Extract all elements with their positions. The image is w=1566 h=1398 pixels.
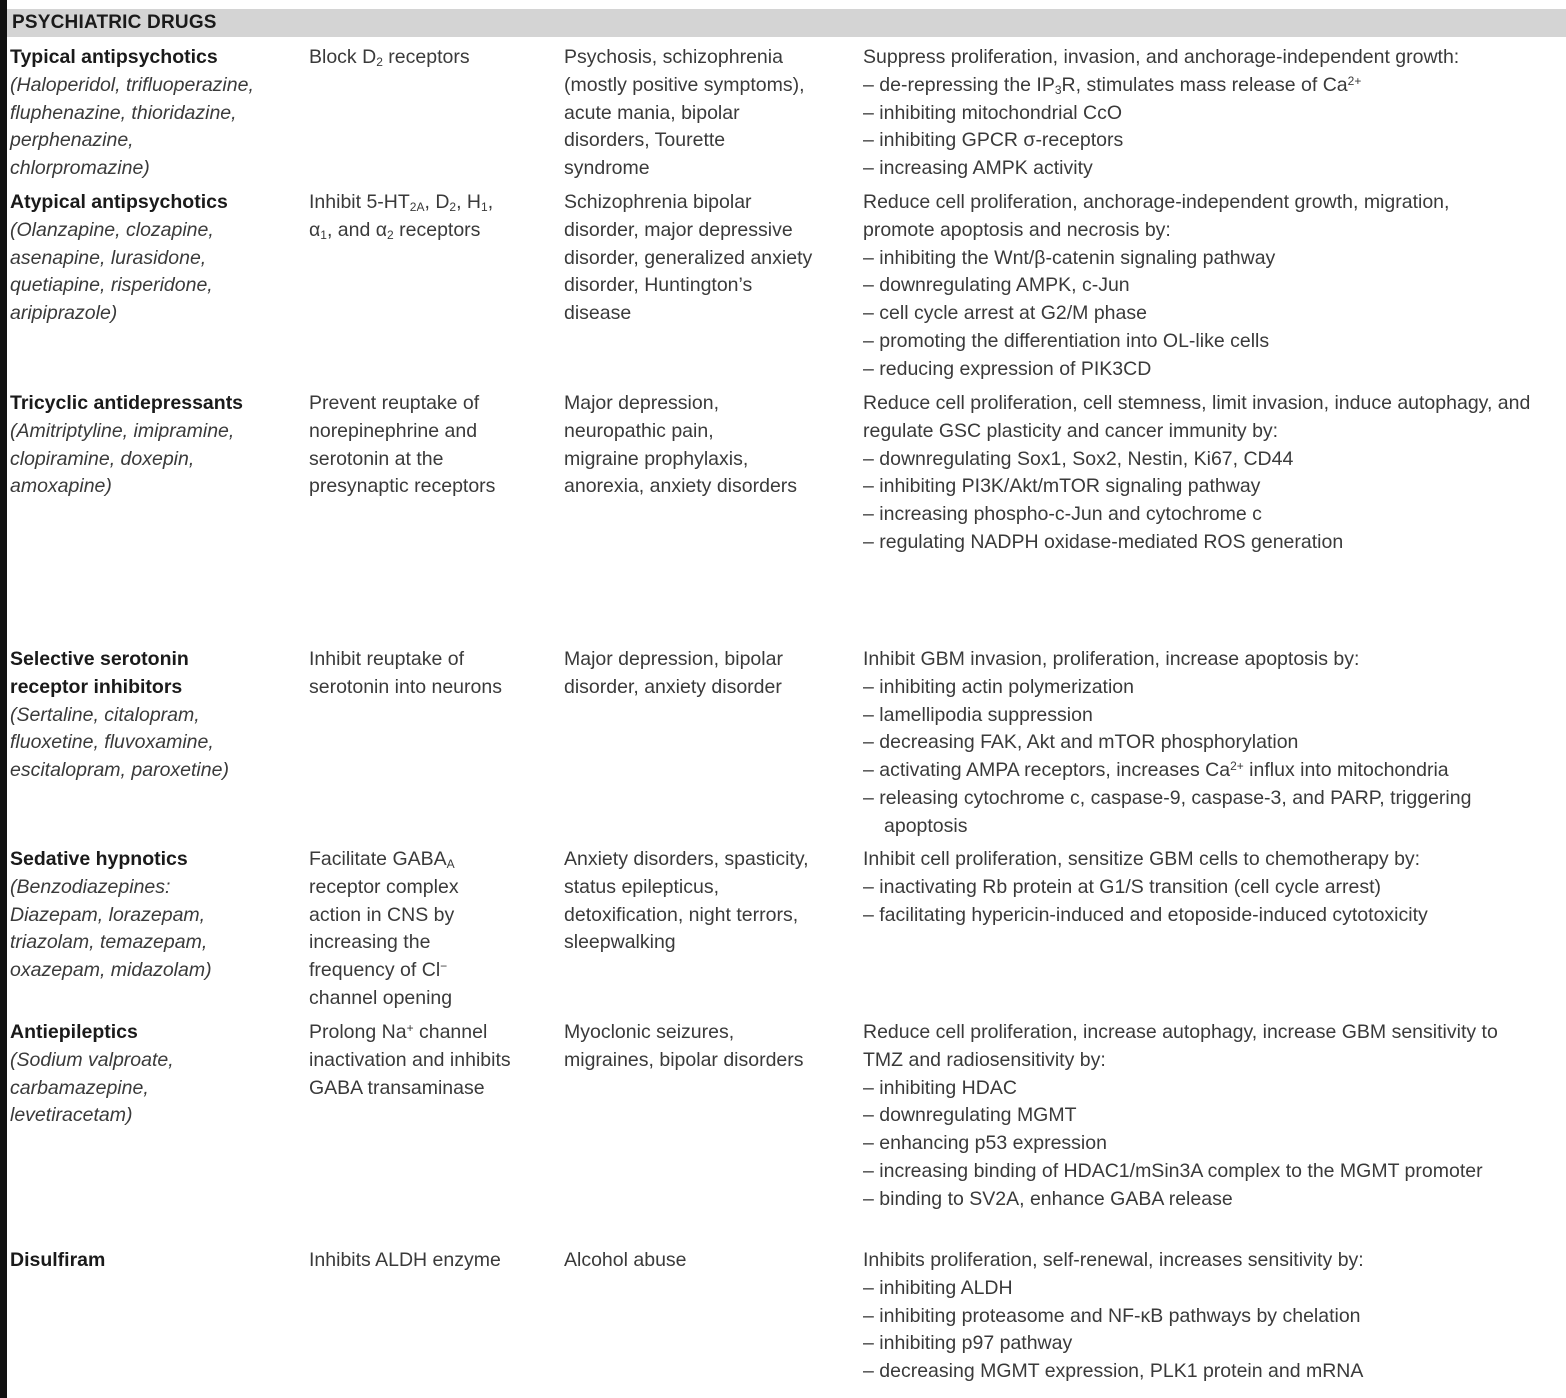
anticancer-effect-cell: [863, 646, 1471, 841]
indication-cell: [564, 1247, 687, 1275]
effect-intro: Inhibit cell proliferation, sensitize GBM cells to chemotherapy by:: [863, 848, 1421, 870]
mechanism-item: – reducing expression of PIK3CD: [863, 357, 1152, 380]
mechanism-item: – downregulating MGMT: [863, 1104, 1077, 1127]
mechanism-of-action-cell: [309, 646, 502, 702]
drug-examples: levetiracetam): [10, 1104, 133, 1127]
mechanism-item: – inhibiting mitochondrial CcO: [863, 101, 1123, 124]
anticancer-effect-cell: [863, 846, 1428, 929]
effect-intro: Suppress proliferation, invasion, and anchorage-independent growth:: [863, 46, 1460, 68]
mechanism-item: – lamellipodia suppression: [863, 703, 1093, 726]
action-text: presynaptic receptors: [309, 475, 496, 498]
action-text: Prolong Na+ channel: [309, 1021, 488, 1043]
action-text: serotonin into neurons: [309, 675, 502, 698]
drug-class-name: Antiepileptics: [10, 1021, 138, 1043]
mechanism-item: – decreasing MGMT expression, PLK1 protein and mRNA: [863, 1360, 1364, 1383]
indication-text: detoxification, night terrors,: [564, 903, 799, 926]
action-text: Prevent reuptake of: [309, 392, 480, 414]
mechanism-item: – inhibiting ALDH: [863, 1276, 1013, 1299]
drug-class-name: Disulfiram: [10, 1249, 106, 1271]
action-text: action in CNS by: [309, 903, 455, 926]
indication-text: disorder, generalized anxiety: [564, 246, 813, 269]
effect-intro: Reduce cell proliferation, cell stemness, limit invasion, induce autophagy, and: [863, 392, 1531, 414]
mechanism-item: – facilitating hypericin-induced and etoposide-induced cytotoxicity: [863, 903, 1428, 926]
mechanism-of-action-cell: [309, 390, 495, 501]
indication-text: migraine prophylaxis,: [564, 447, 749, 470]
drug-class-cell: [10, 1019, 174, 1130]
drug-examples: chlorpromazine): [10, 157, 150, 180]
drug-examples: (Amitriptyline, imipramine,: [10, 419, 235, 442]
drug-examples: (Olanzapine, clozapine,: [10, 218, 214, 241]
mechanism-item: – inhibiting HDAC: [863, 1076, 1017, 1099]
mechanism-item: – de-repressing the $IP_3R$, stimulates mass release of $Ca^{2+}$: [863, 73, 1362, 97]
action-text: Inhibit $5-HT_{2A}$, $D_2$, $H_1$,: [309, 191, 494, 214]
drug-examples: carbamazepine,: [10, 1076, 149, 1099]
action-text: Block $D_2$ receptors: [309, 46, 470, 69]
drug-examples: oxazepam, midazolam): [10, 959, 212, 982]
mechanism-item: – downregulating AMPK, c-Jun: [863, 274, 1130, 297]
action-text: increasing the: [309, 931, 431, 954]
mechanism-item: – releasing cytochrome c, caspase-9, caspase-3, and PARP, triggering apoptosis: [863, 786, 1472, 837]
drug-examples: fluoxetine, fluvoxamine,: [10, 731, 214, 754]
left-edge-bar: [0, 0, 7, 1398]
drug-class-cell: [10, 646, 229, 785]
action-text: Inhibit reuptake of: [309, 648, 465, 670]
drug-examples: amoxapine): [10, 475, 112, 498]
mechanism-item: – increasing AMPK activity: [863, 157, 1093, 180]
drug-class-cell: [10, 189, 228, 328]
effect-intro: promote apoptosis and necrosis by:: [863, 218, 1171, 241]
indication-text: syndrome: [564, 157, 650, 180]
mechanism-of-action-cell: [309, 44, 470, 72]
mechanism-item: – decreasing FAK, Akt and mTOR phosphorylation: [863, 731, 1299, 754]
drug-examples: (Sodium valproate,: [10, 1048, 174, 1071]
table-header-title: PSYCHIATRIC DRUGS: [12, 12, 217, 33]
drug-class-name: Typical antipsychotics: [10, 46, 218, 68]
effect-intro: Inhibit GBM invasion, proliferation, increase apoptosis by:: [863, 648, 1360, 670]
drug-examples: (Sertaline, citalopram,: [10, 703, 200, 726]
indication-text: Myoclonic seizures,: [564, 1021, 735, 1043]
drug-class-name: Selective serotonin: [10, 648, 189, 670]
indication-text: disorder, anxiety disorder: [564, 675, 782, 698]
drug-class-name: Atypical antipsychotics: [10, 191, 228, 213]
mechanism-item: – cell cycle arrest at G2/M phase: [863, 302, 1147, 325]
action-text: serotonin at the: [309, 447, 444, 470]
mechanism-item: – inhibiting proteasome and NF-κB pathways by chelation: [863, 1304, 1361, 1327]
action-text: $\alpha_1$, and $\alpha_2$ receptors: [309, 218, 481, 242]
action-text: inactivation and inhibits: [309, 1048, 511, 1071]
mechanism-item: – inhibiting p97 pathway: [863, 1332, 1073, 1355]
drug-class-cell: [10, 846, 212, 985]
drug-examples: triazolam, temazepam,: [10, 931, 208, 954]
mechanism-of-action-cell: [309, 1247, 501, 1275]
anticancer-effect-cell: [863, 1247, 1364, 1386]
indication-text: neuropathic pain,: [564, 419, 714, 442]
anticancer-effect-cell: [863, 44, 1459, 183]
indication-text: (mostly positive symptoms),: [564, 73, 805, 96]
drug-examples: Diazepam, lorazepam,: [10, 903, 206, 926]
indication-cell: [564, 189, 812, 328]
indication-cell: [564, 1019, 804, 1075]
drug-examples: (Haloperidol, trifluoperazine,: [10, 73, 254, 96]
indication-text: Schizophrenia bipolar: [564, 191, 752, 213]
mechanism-of-action-cell: [309, 846, 459, 1013]
effect-intro: Reduce cell proliferation, anchorage-independent growth, migration,: [863, 191, 1450, 213]
indication-text: disease: [564, 302, 632, 325]
mechanism-item: – increasing binding of HDAC1/mSin3A complex to the MGMT promoter: [863, 1159, 1483, 1182]
mechanism-item: – increasing phospho-c-Jun and cytochrome c: [863, 503, 1262, 526]
action-text: receptor complex: [309, 875, 459, 898]
mechanism-item: – activating AMPA receptors, increases $Ca^{2+}$ influx into mitochondria: [863, 759, 1449, 782]
action-text: Inhibits ALDH enzyme: [309, 1249, 501, 1271]
drug-examples: aripiprazole): [10, 302, 118, 325]
drug-examples: asenapine, lurasidone,: [10, 246, 207, 269]
drug-examples: fluphenazine, thioridazine,: [10, 101, 237, 124]
indication-text: disorder, major depressive: [564, 218, 793, 241]
mechanism-item: – inhibiting PI3K/Akt/mTOR signaling pathway: [863, 475, 1261, 498]
indication-text: disorders, Tourette: [564, 129, 726, 152]
indication-text: Alcohol abuse: [564, 1249, 687, 1271]
drug-class-cell: [10, 1247, 105, 1275]
mechanism-item: – inhibiting the Wnt/β-catenin signaling pathway: [863, 246, 1276, 269]
action-text: norepinephrine and: [309, 419, 478, 442]
mechanism-item: – enhancing p53 expression: [863, 1132, 1107, 1155]
indication-text: Major depression,: [564, 392, 719, 414]
drug-class-cell: [10, 390, 243, 501]
indication-cell: [564, 44, 805, 183]
action-text: frequency of Cl−: [309, 959, 448, 982]
drug-class-cell: [10, 44, 254, 183]
mechanism-of-action-cell: [309, 189, 493, 245]
mechanism-item: – downregulating Sox1, Sox2, Nestin, Ki67, CD44: [863, 447, 1294, 470]
mechanism-item: – binding to SV2A, enhance GABA release: [863, 1187, 1233, 1210]
indication-text: anorexia, anxiety disorders: [564, 475, 798, 498]
effect-intro: Reduce cell proliferation, increase autophagy, increase GBM sensitivity to: [863, 1021, 1498, 1043]
anticancer-effect-cell: [863, 189, 1449, 384]
mechanism-item: – inactivating Rb protein at G1/S transition (cell cycle arrest): [863, 875, 1382, 898]
effect-intro: Inhibits proliferation, self-renewal, increases sensitivity by:: [863, 1249, 1364, 1271]
mechanism-item: – inhibiting GPCR σ-receptors: [863, 129, 1124, 152]
action-text: channel opening: [309, 986, 453, 1009]
table-header: [7, 9, 1566, 37]
drug-examples: quetiapine, risperidone,: [10, 274, 213, 297]
drug-class-name: receptor inhibitors: [10, 675, 183, 698]
drug-examples: perphenazine,: [10, 129, 134, 152]
drug-class-name: Tricyclic antidepressants: [10, 392, 244, 414]
indication-cell: [564, 846, 809, 957]
indication-text: sleepwalking: [564, 931, 676, 954]
mechanism-of-action-cell: [309, 1019, 511, 1102]
drug-examples: (Benzodiazepines:: [10, 875, 171, 898]
mechanism-item: – promoting the differentiation into OL-like cells: [863, 329, 1270, 352]
indication-text: status epilepticus,: [564, 875, 720, 898]
effect-intro: regulate GSC plasticity and cancer immunity by:: [863, 419, 1279, 442]
drug-examples: clopiramine, doxepin,: [10, 447, 195, 470]
indication-text: disorder, Huntington’s: [564, 274, 753, 297]
action-text: Facilitate $GABA_A$: [309, 848, 455, 871]
anticancer-effect-cell: [863, 390, 1530, 557]
indication-text: Anxiety disorders, spasticity,: [564, 848, 809, 870]
action-text: GABA transaminase: [309, 1076, 485, 1099]
effect-intro: TMZ and radiosensitivity by:: [863, 1048, 1106, 1071]
mechanism-item: – inhibiting actin polymerization: [863, 675, 1134, 698]
indication-text: migraines, bipolar disorders: [564, 1048, 804, 1071]
indication-cell: [564, 646, 783, 702]
indication-text: acute mania, bipolar: [564, 101, 740, 124]
mechanism-item: – regulating NADPH oxidase-mediated ROS generation: [863, 530, 1344, 553]
indication-cell: [564, 390, 797, 501]
drug-examples: escitalopram, paroxetine): [10, 759, 229, 782]
anticancer-effect-cell: [863, 1019, 1498, 1214]
indication-text: Major depression, bipolar: [564, 648, 783, 670]
indication-text: Psychosis, schizophrenia: [564, 46, 783, 68]
drug-class-name: Sedative hypnotics: [10, 848, 188, 870]
